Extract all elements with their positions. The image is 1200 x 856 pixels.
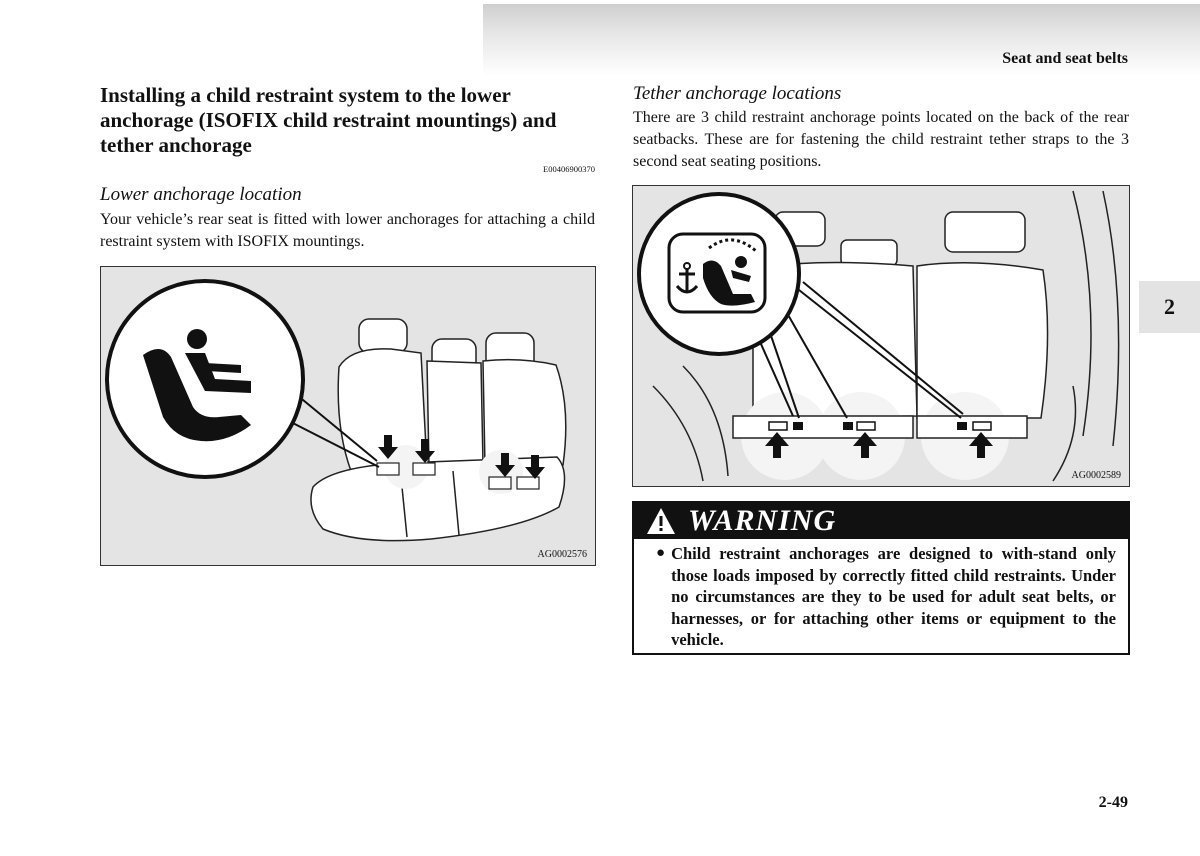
warning-bullet-icon: ● [656,545,666,561]
document-code: E00406900370 [543,164,595,174]
warning-triangle-icon [646,506,676,536]
tether-anchor-icon [669,234,765,312]
tether-anchorage-heading: Tether anchorage locations [633,83,842,104]
chapter-tab [1139,281,1200,333]
tether-anchorage-paragraph: There are 3 child restraint anchorage points located on the back of the rear seatbacks. These are for fastening the child restraint tether straps to the 3 second seat seating positions. [633,109,1129,170]
page-number: 2-49 [1098,794,1128,811]
rear-seatback-tether-illustration [633,186,1129,486]
warning-box [632,501,1130,655]
warning-text: Child restraint anchorages are designed to with-stand only those loads imposed by correctly fitted child restraints. Under no circumstances are they to be used for adult seat belts, or harnesses, or for attaching other items or equipment to the vehicle. [671,544,1116,649]
warning-body [634,539,1128,651]
lower-anchorage-heading: Lower anchorage location [100,184,302,205]
section-title: Seat and seat belts [1002,50,1128,67]
warning-title: WARNING [688,504,837,537]
page-title: Installing a child restraint system to the lower anchorage (ISOFIX child restraint mountings) and tether anchorage [100,83,557,157]
lower-anchorage-figure-code: AG0002576 [537,549,587,560]
lower-anchorage-figure [100,266,596,566]
tether-anchorage-figure [632,185,1130,487]
tether-anchorage-figure-code: AG0002589 [1071,470,1121,481]
chapter-number: 2 [1164,294,1175,319]
warning-header [634,503,1128,539]
lower-anchorage-paragraph: Your vehicle’s rear seat is fitted with lower anchorages for attaching a child restraint system with ISOFIX mountings. [100,211,595,250]
rear-seat-isofix-illustration [101,267,595,565]
